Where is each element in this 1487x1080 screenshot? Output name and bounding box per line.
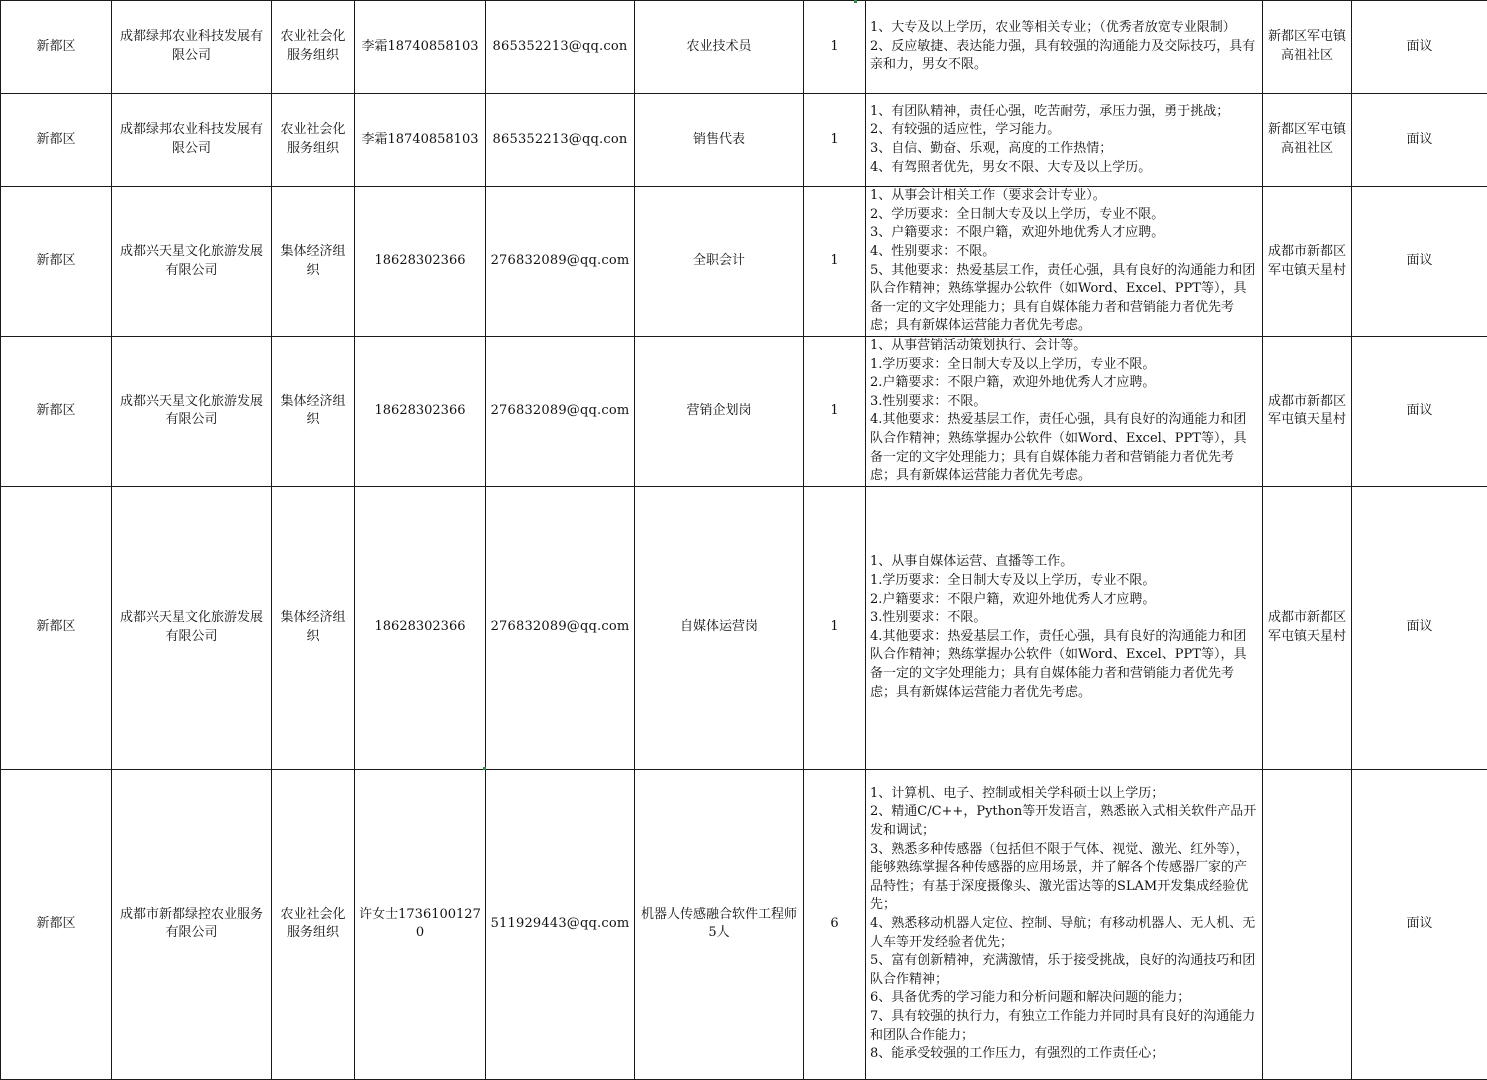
table-row — [1, 1, 1487, 94]
email-cell: 511929443@qq.com — [486, 769, 635, 1079]
requirement-line: 1、计算机、电子、控制或相关学科硕士以上学历； — [870, 785, 1165, 801]
contact-cell: 18628302366 — [355, 337, 486, 487]
requirements-cell — [866, 187, 1263, 337]
requirement-line: 4、有驾照者优先，男女不限、大专及以上学历。 — [870, 159, 1152, 175]
location-cell: 新都区军屯镇高祖社区 — [1263, 94, 1352, 187]
requirements-cell — [866, 94, 1263, 187]
requirements-cell — [866, 486, 1263, 769]
requirement-line: 7、具有较强的执行力，有独立工作能力并同时具有良好的沟通能力和团队合作能力； — [870, 1008, 1256, 1043]
district-cell: 新都区 — [1, 769, 112, 1079]
position-cell: 销售代表 — [635, 94, 804, 187]
requirements-cell — [866, 769, 1263, 1079]
count-cell: 1 — [804, 1, 866, 94]
requirement-line: 5、其他要求：热爱基层工作，责任心强，具有良好的沟通能力和团队合作精神；熟练掌握办公软件（如Word、Excel、PPT等），具备一定的文字处理能力；具有自媒体能力者和营销能力者优先考虑；具有新媒体运营能力者优先考虑。 — [870, 262, 1256, 334]
contact-cell: 李霜18740858103 — [355, 94, 486, 187]
table-row — [1, 187, 1487, 337]
table-row — [1, 486, 1487, 769]
requirement-line: 2、有较强的适应性，学习能力。 — [870, 122, 1061, 138]
position-cell: 农业技术员 — [635, 1, 804, 94]
requirement-line: 1、从事会计相关工作（要求会计专业）。 — [870, 188, 1106, 204]
requirement-line: 1、大专及以上学历，农业等相关专业；（优秀者放宽专业限制） — [870, 20, 1236, 36]
district-cell: 新都区 — [1, 337, 112, 487]
org-type-cell: 农业社会化服务组织 — [272, 769, 355, 1079]
cell-comment-marker — [483, 767, 486, 770]
requirement-line: 4.其他要求：热爱基层工作，责任心强，具有良好的沟通能力和团队合作精神；熟练掌握办公软件（如Word、Excel、PPT等），具备一定的文字处理能力；具有自媒体能力者和营销能力者优先考虑；具有新媒体运营能力者优先考虑。 — [870, 412, 1247, 484]
position-cell: 营销企划岗 — [635, 337, 804, 487]
salary-cell: 面议 — [1352, 94, 1487, 187]
salary-cell: 面议 — [1352, 187, 1487, 337]
requirement-line: 1.学历要求：全日制大专及以上学历，专业不限。 — [870, 572, 1156, 588]
requirement-line: 2、学历要求：全日制大专及以上学历，专业不限。 — [870, 206, 1165, 222]
location-cell: 成都市新都区军屯镇天星村 — [1263, 486, 1352, 769]
requirement-line: 4、熟悉移动机器人定位、控制、导航；有移动机器人、无人机、无人车等开发经验者优先； — [870, 915, 1256, 950]
company-cell: 成都兴天星文化旅游发展有限公司 — [112, 337, 272, 487]
contact-cell: 许女士17361001270 — [355, 769, 486, 1079]
salary-cell: 面议 — [1352, 337, 1487, 487]
requirement-line: 3.性别要求：不限。 — [870, 393, 987, 409]
org-type-cell: 集体经济组织 — [272, 337, 355, 487]
table-row — [1, 337, 1487, 487]
district-cell: 新都区 — [1, 1, 112, 94]
count-cell: 6 — [804, 769, 866, 1079]
contact-cell: 18628302366 — [355, 486, 486, 769]
location-cell — [1263, 769, 1352, 1079]
salary-cell: 面议 — [1352, 486, 1487, 769]
requirement-line: 4.其他要求：热爱基层工作，责任心强，具有良好的沟通能力和团队合作精神；熟练掌握办公软件（如Word、Excel、PPT等），具备一定的文字处理能力；具有自媒体能力者和营销能力者优先考虑；具有新媒体运营能力者优先考虑。 — [870, 628, 1247, 700]
district-cell: 新都区 — [1, 187, 112, 337]
requirement-line: 8、能承受较强的工作压力，有强烈的工作责任心； — [870, 1046, 1165, 1062]
location-cell: 新都区军屯镇高祖社区 — [1263, 1, 1352, 94]
district-cell: 新都区 — [1, 94, 112, 187]
count-cell: 1 — [804, 187, 866, 337]
email-cell: 276832089@qq.com — [486, 337, 635, 487]
requirement-line: 2、反应敏捷、表达能力强，具有较强的沟通能力及交际技巧，具有亲和力，男女不限。 — [870, 38, 1256, 73]
company-cell: 成都兴天星文化旅游发展有限公司 — [112, 486, 272, 769]
org-type-cell: 农业社会化服务组织 — [272, 94, 355, 187]
requirement-line: 3、户籍要求：不限户籍，欢迎外地优秀人才应聘。 — [870, 225, 1165, 241]
company-cell: 成都市新都绿控农业服务有限公司 — [112, 769, 272, 1079]
email-cell: 276832089@qq.com — [486, 486, 635, 769]
requirements-cell — [866, 337, 1263, 487]
org-type-cell: 农业社会化服务组织 — [272, 1, 355, 94]
org-type-cell: 集体经济组织 — [272, 187, 355, 337]
company-cell: 成都绿邦农业科技发展有限公司 — [112, 1, 272, 94]
requirement-line: 3、自信、勤奋、乐观，高度的工作热情； — [870, 141, 1113, 156]
company-cell: 成都兴天星文化旅游发展有限公司 — [112, 187, 272, 337]
requirement-line: 5、富有创新精神，充满激情，乐于接受挑战，良好的沟通技巧和团队合作精神； — [870, 953, 1256, 987]
requirement-line: 1.学历要求：全日制大专及以上学历，专业不限。 — [870, 356, 1156, 372]
requirement-line: 1、从事营销活动策划执行、会计等。 — [870, 338, 1087, 353]
count-cell: 1 — [804, 337, 866, 487]
email-cell: 865352213@qq.con — [486, 94, 635, 187]
count-cell: 1 — [804, 94, 866, 187]
email-cell: 276832089@qq.com — [486, 187, 635, 337]
requirement-line: 2.户籍要求：不限户籍，欢迎外地优秀人才应聘。 — [870, 591, 1156, 607]
requirement-line: 1、有团队精神，责任心强，吃苦耐劳，承压力强，勇于挑战； — [870, 103, 1230, 119]
table-row — [1, 94, 1487, 187]
company-cell: 成都绿邦农业科技发展有限公司 — [112, 94, 272, 187]
requirement-line: 2.户籍要求：不限户籍，欢迎外地优秀人才应聘。 — [870, 375, 1156, 391]
location-cell: 成都市新都区军屯镇天星村 — [1263, 187, 1352, 337]
salary-cell: 面议 — [1352, 1, 1487, 94]
position-cell: 自媒体运营岗 — [635, 486, 804, 769]
requirement-line: 3、熟悉多种传感器（包括但不限于气体、视觉、激光、红外等），能够熟练掌握各种传感器的应用场景，并了解各个传感器厂家的产品特性；有基于深度摄像头、激光雷达等的SLAM开发集成经验优先； — [870, 841, 1249, 913]
position-cell: 机器人传感融合软件工程师5人 — [635, 769, 804, 1079]
requirement-line: 4、性别要求：不限。 — [870, 243, 996, 259]
requirement-line: 1、从事自媒体运营、直播等工作。 — [870, 554, 1074, 570]
count-cell: 1 — [804, 486, 866, 769]
requirements-cell — [866, 1, 1263, 94]
requirement-line: 3.性别要求：不限。 — [870, 610, 987, 626]
position-cell: 全职会计 — [635, 187, 804, 337]
requirement-line: 2、精通C/C++，Python等开发语言，熟悉嵌入式相关软件产品开发和调试； — [870, 804, 1257, 838]
contact-cell: 18628302366 — [355, 187, 486, 337]
cell-comment-marker — [854, 0, 857, 3]
org-type-cell: 集体经济组织 — [272, 486, 355, 769]
email-cell: 865352213@qq.con — [486, 1, 635, 94]
location-cell: 成都市新都区军屯镇天星村 — [1263, 337, 1352, 487]
table-row — [1, 769, 1487, 1079]
district-cell: 新都区 — [1, 486, 112, 769]
salary-cell: 面议 — [1352, 769, 1487, 1079]
contact-cell: 李霜18740858103 — [355, 1, 486, 94]
requirement-line: 6、具备优秀的学习能力和分析问题和解决问题的能力； — [870, 990, 1191, 1006]
